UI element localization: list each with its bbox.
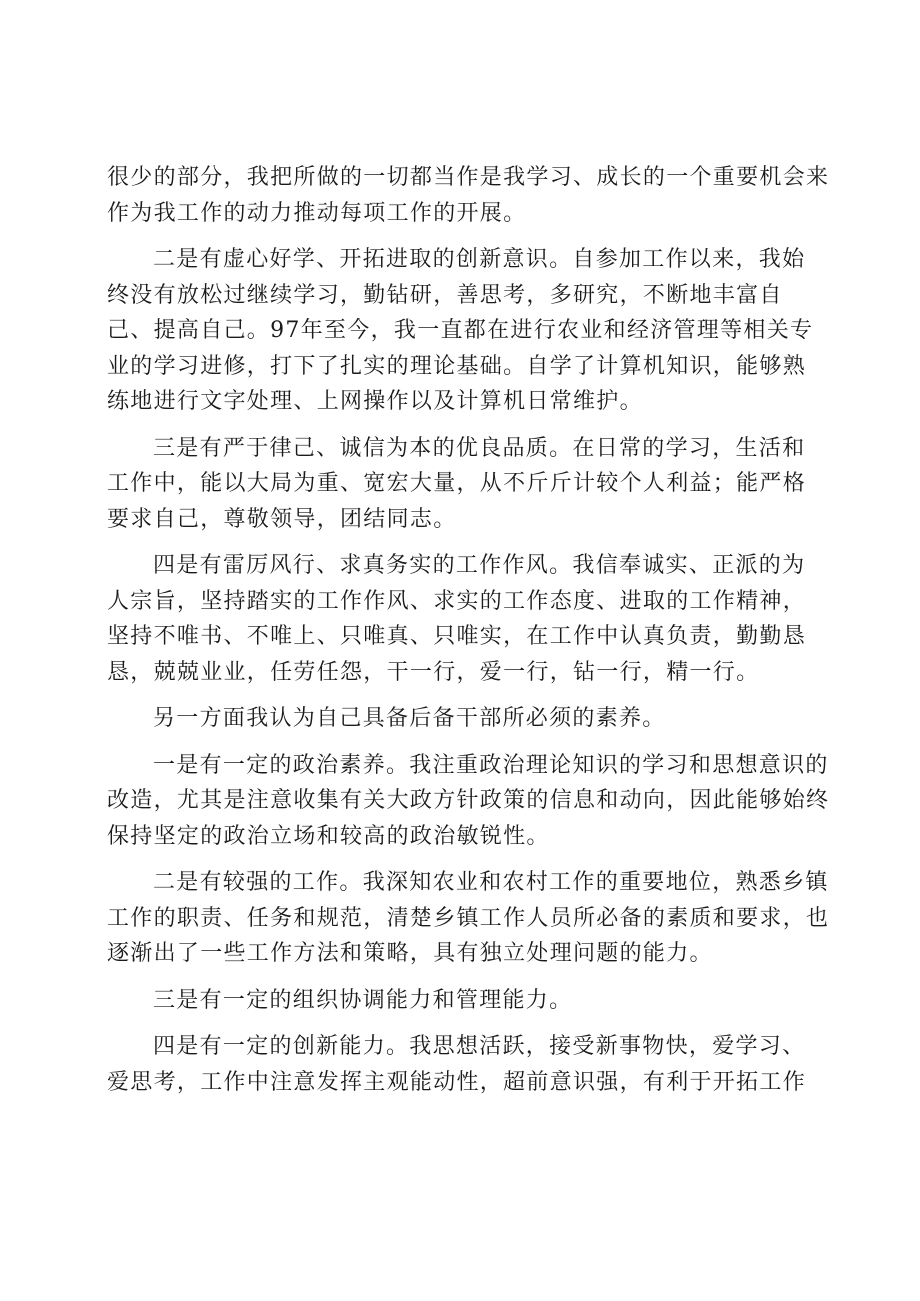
text-line: 一是有一定的政治素养。我注重政治理论知识的学习和思想意识的 (153, 752, 829, 778)
text-line: 改造，尤其是注意收集有关大政方针政策的信息和动向，因此能够始终 (107, 788, 830, 813)
paragraph-political-quality (107, 748, 830, 855)
text-line: 业的学习进修，打下了扎实的理论基础。自学了计算机知识，能够熟 (107, 353, 807, 379)
text-line: 要求自己，尊敬领导，团结同志。 (107, 506, 457, 532)
text-line: 四是有雷厉风行、求真务实的工作作风。我信奉诚实、正派的为 (153, 553, 806, 578)
text-line: 工作中，能以大局为重、宽宏大量，从不斤斤计较个人利益；能严格 (107, 471, 807, 496)
paragraph-work-style (107, 548, 827, 690)
text-line: 坚持不唯书、不唯上、只唯真、只唯实，在工作中认真负责，勤勤恳 (107, 624, 807, 649)
text-line: 三是有严于律己、诚信为本的优良品质。在日常的学习，生活和 (153, 435, 806, 461)
paragraph-work-ability (107, 865, 830, 972)
text-line: 终没有放松过继续学习，勤钻研，善思考，多研究，不断地丰富自 (107, 282, 783, 308)
text-line: 很少的部分，我把所做的一切都当作是我学习、成长的一个重要机会来 (107, 165, 830, 190)
text-line: 二是有较强的工作。我深知农业和农村工作的重要地位，熟悉乡镇 (153, 870, 829, 895)
paragraph-innovation (107, 1029, 827, 1100)
text-line: 练地进行文字处理、上网操作以及计算机日常维护。 (107, 389, 643, 414)
text-line: 作为我工作的动力推动每项工作的开展。 (107, 200, 527, 226)
text-line: 另一方面我认为自己具备后备干部所必须的素养。 (153, 706, 666, 731)
text-line: 恳，兢兢业业，任劳任怨，干一行，爱一行，钻一行，精一行。 (107, 659, 760, 685)
document-body (107, 160, 830, 1111)
paragraph-open-minded-learning (107, 242, 827, 420)
paragraph-coordination (107, 983, 827, 1019)
text-line: 保持坚定的政治立场和较高的政治敏锐性。 (107, 823, 550, 849)
paragraph-self-discipline (107, 431, 827, 538)
paragraph-continuation (107, 160, 830, 231)
paragraph-section-intro (107, 701, 827, 737)
text-line: 己、提高自己。97年至今，我一直都在进行农业和经济管理等相关专 (107, 318, 814, 343)
text-line: 三是有一定的组织协调能力和管理能力。 (153, 987, 573, 1013)
text-line: 爱思考，工作中注意发挥主观能动性，超前意识强，有利于开拓工作 (107, 1069, 807, 1095)
text-line: 四是有一定的创新能力。我思想活跃，接受新事物快，爱学习、 (153, 1034, 806, 1059)
text-line: 工作的职责、任务和规范，清楚乡镇工作人员所必备的素质和要求，也 (107, 905, 830, 931)
text-line: 人宗旨，坚持踏实的工作作风、求实的工作态度、进取的工作精神， (107, 588, 807, 614)
text-line: 逐渐出了一些工作方法和策略，具有独立处理问题的能力。 (107, 941, 713, 966)
text-line: 二是有虚心好学、开拓进取的创新意识。自参加工作以来，我始 (153, 247, 806, 272)
